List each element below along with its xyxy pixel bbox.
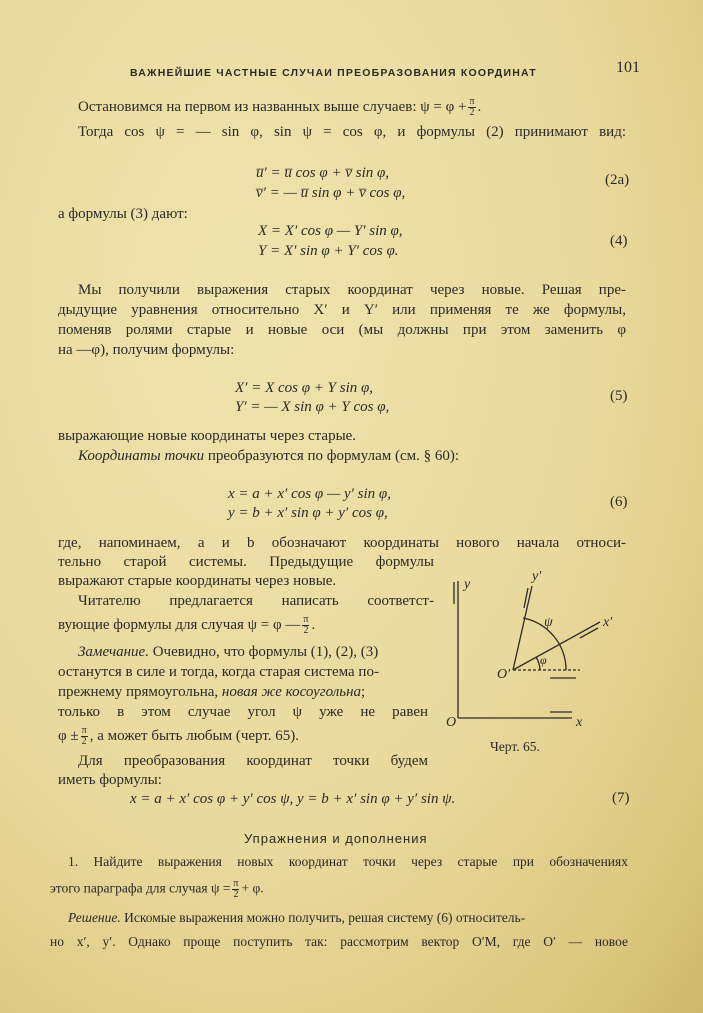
paragraph-4-line: на —φ), получим формулы: <box>58 342 235 358</box>
figure-65-diagram <box>440 566 650 731</box>
paragraph-8-line1: Читателю предлагается написать соответст- <box>78 593 434 609</box>
equation-4-line2: Y = X′ sin φ + Y′ cos φ. <box>258 243 399 259</box>
running-title: ВАЖНЕЙШИЕ ЧАСТНЫЕ СЛУЧАИ ПРЕОБРАЗОВАНИЯ КООРДИНАТ <box>130 67 537 79</box>
paragraph-6: Координаты точки преобразуются по формулам (см. § 60): <box>78 448 460 464</box>
paragraph-1: Остановимся на первом из названных выше случаев: ψ = φ + $\frac{\pi}{2}$ . <box>78 96 482 118</box>
paragraph-7-line: где, напоминаем, a и b обозначают координаты нового начала относи- <box>58 535 626 551</box>
equation-2a-line2: v̅′ = — u̅ sin φ + v̅ cos φ, <box>256 185 406 201</box>
equation-6-line1: x = a + x′ cos φ — y′ sin φ, <box>228 486 391 502</box>
label-O-prime: O′ <box>497 667 511 682</box>
paragraph-10-line: иметь формулы: <box>58 772 162 788</box>
equation-5-label: (5) <box>610 388 628 404</box>
paragraph-4-line: поменяв ролями старые и новые оси (мы должны при этом заменить φ <box>58 322 626 338</box>
equation-4-label: (4) <box>610 233 628 249</box>
y-prime-axis <box>513 586 532 670</box>
equation-6-line2: y = b + x′ sin φ + y′ cos φ, <box>228 505 388 521</box>
equation-4-line1: X = X′ cos φ — Y′ sin φ, <box>258 223 403 239</box>
paragraph-4-line: дыдущие уравнения относительно X′ и Y′ или применяя те же формулы, <box>58 302 626 318</box>
remark-line2: останутся в силе и тогда, когда старая система по- <box>58 664 379 680</box>
remark-line3: прежнему прямоугольна, новая же косоугольна; <box>58 684 366 700</box>
italic-term: Координаты точки <box>78 448 205 464</box>
x-prime-axis <box>513 622 600 670</box>
label-O: O <box>446 715 457 730</box>
section-heading: Упражнения и дополнения <box>244 831 428 846</box>
paragraph-3: а формулы (3) дают: <box>58 206 188 222</box>
remark-line5: φ ± $\frac{\pi}{2}$ , а может быть любым (черт. 65). <box>58 725 300 747</box>
label-psi: ψ <box>544 615 553 630</box>
equation-5-line1: X′ = X cos φ + Y sin φ, <box>235 380 374 396</box>
paragraph-7-line: тельно старой системы. Предыдущие формулы <box>58 554 434 570</box>
fraction: $\frac{\pi}{2}$ <box>469 96 475 118</box>
figure-caption: Черт. 65. <box>490 739 540 754</box>
remark-line1: Замечание. Очевидно, что формулы (1), (2), (3) <box>78 644 379 660</box>
x-prime-arrow <box>580 628 598 638</box>
equation-2a-label: (2a) <box>605 172 630 188</box>
exercise-1-line1: 1. Найдите выражения новых координат точки через старые при обозначениях <box>68 854 628 869</box>
label-x: x <box>576 715 583 730</box>
solution-line1: Решение. Искомые выражения можно получить, решая систему (6) относитель- <box>68 910 526 925</box>
remark-line4: только в этом случае угол ψ уже не равен <box>58 704 428 720</box>
paragraph-8-line2: вующие формулы для случая ψ = φ — $\frac{\pi}{2}$ . <box>58 614 316 636</box>
label-y-prime: y′ <box>532 569 542 584</box>
exercise-1-line2: этого параграфа для случая ψ = $\frac{\pi}{2}$ + φ. <box>50 878 264 900</box>
equation-6-label: (6) <box>610 494 628 510</box>
label-y: y <box>464 577 471 592</box>
paragraph-4-line: Мы получили выражения старых координат через новые. Решая пре- <box>78 282 626 298</box>
page-number: 101 <box>616 59 640 76</box>
label-phi: φ <box>540 653 547 667</box>
equation-7-label: (7) <box>612 790 630 806</box>
paragraph-5: выражающие новые координаты через старые. <box>58 428 357 444</box>
label-x-prime: x′ <box>603 615 613 630</box>
paragraph-7-line: выражают старые координаты через новые. <box>58 573 337 589</box>
equation-7: x = a + x′ cos φ + y′ cos ψ, y = b + x′ sin φ + y′ sin ψ. <box>130 791 456 807</box>
solution-line2: но x′, y′. Однако проще поступить так: рассмотрим вектор O′M, где O′ — новое <box>50 934 628 949</box>
text: Остановимся на первом из названных выше случаев: ψ = φ + <box>78 98 467 115</box>
paragraph-10-line: Для преобразования координат точки будем <box>78 753 428 769</box>
equation-5-line2: Y′ = — X sin φ + Y cos φ, <box>235 399 390 415</box>
equation-2a-line1: u̅′ = u̅ cos φ + v̅ sin φ, <box>256 165 390 181</box>
paragraph-2: Тогда cos ψ = — sin φ, sin ψ = cos φ, и формулы (2) принимают вид: <box>78 124 626 140</box>
